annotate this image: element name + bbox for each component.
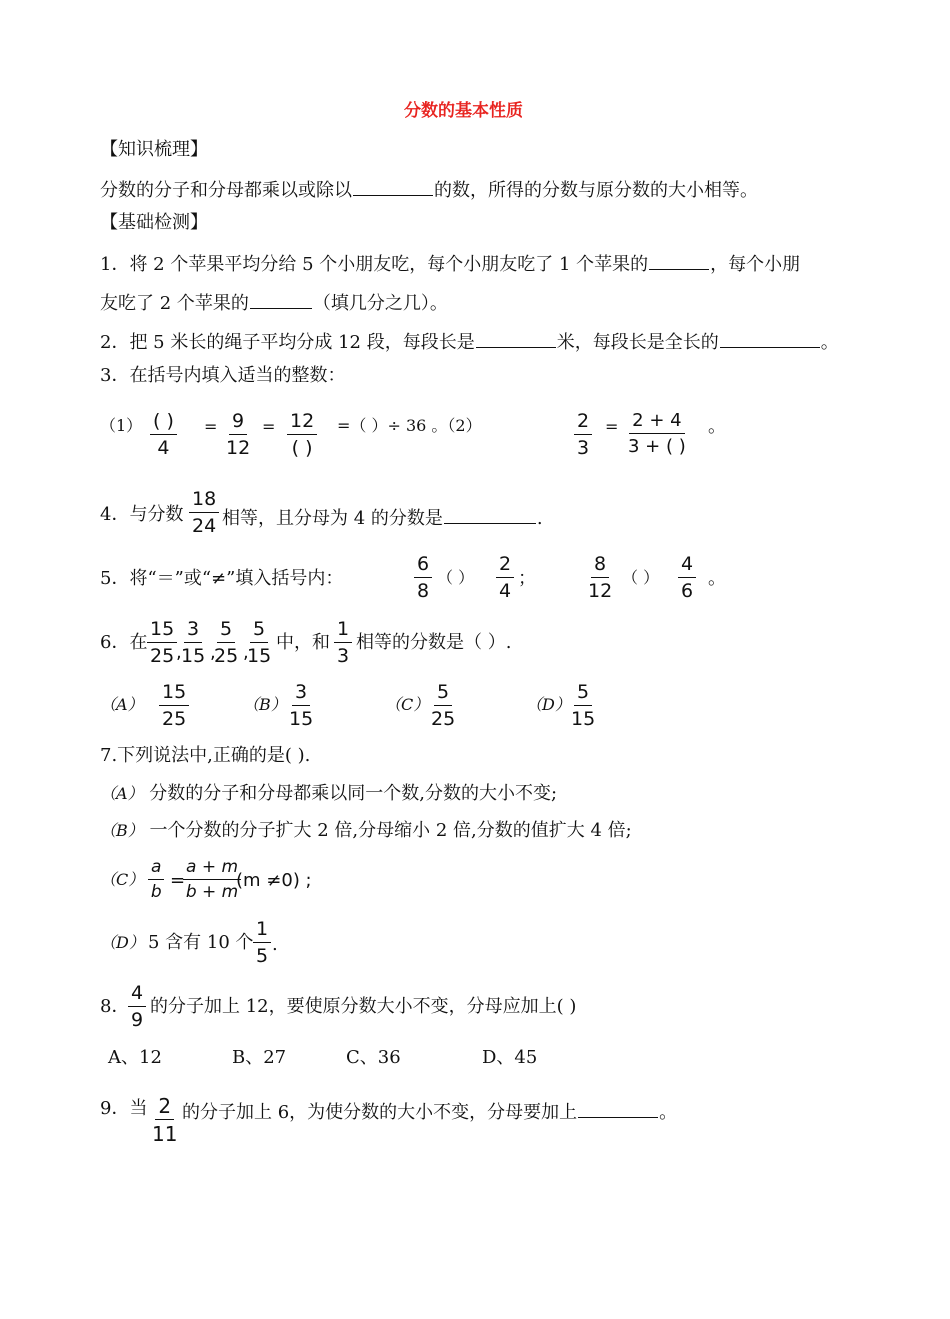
comma: , <box>210 642 216 663</box>
fraction <box>571 683 595 729</box>
fraction <box>287 412 317 458</box>
denominator: 4 <box>499 580 512 602</box>
q1-text-d: （填几分之几）。 <box>312 293 448 314</box>
q1-text-c: 友吃了 2 个苹果的 <box>100 293 249 314</box>
period: 。 <box>708 416 726 437</box>
question-1-line1 <box>100 252 800 274</box>
q2-text-c: 。 <box>820 332 839 353</box>
numerator: 15 <box>147 620 177 643</box>
q7-option-a-text: 分数的分子和分母都乘以同一个数,分数的大小不变; <box>149 783 558 804</box>
numerator: 4 <box>128 984 146 1007</box>
q4-text-b: 相等，且分母为 4 的分数是 <box>222 508 443 529</box>
fraction <box>431 683 455 729</box>
fraction <box>247 620 271 666</box>
fraction <box>289 683 313 729</box>
section-heading-knowledge: 【知识梳理】 <box>100 139 208 160</box>
denominator: 15 <box>247 645 272 667</box>
numerator: 3 <box>292 683 310 706</box>
denominator: 3 <box>337 645 350 667</box>
q4-text-c: . <box>536 508 543 529</box>
fraction <box>150 412 177 458</box>
question-9-line <box>182 1100 677 1122</box>
answer-blank[interactable] <box>250 291 312 309</box>
q8-option[interactable]: C、36 <box>346 1047 401 1068</box>
fraction <box>414 555 432 601</box>
question-6-text-c: 相等的分数是（ ）. <box>356 632 512 653</box>
numerator: 18 <box>189 490 219 513</box>
option-a-label[interactable]: （A） <box>100 695 144 714</box>
question-6-text-b: 中，和 <box>276 632 330 653</box>
numerator: 2 <box>574 412 592 435</box>
numerator: 2 <box>155 1096 174 1120</box>
denominator: 25 <box>431 708 456 730</box>
fraction <box>678 555 696 601</box>
fraction <box>128 984 146 1030</box>
denominator: 12 <box>226 437 251 459</box>
semicolon: ； <box>518 568 536 589</box>
fraction <box>496 555 514 601</box>
q8-option[interactable]: A、12 <box>108 1047 162 1068</box>
fraction <box>588 555 612 601</box>
denominator: 25 <box>162 708 187 730</box>
denominator: 5 <box>256 945 269 967</box>
numerator: 2 <box>496 555 514 578</box>
fraction <box>253 920 271 966</box>
numerator: 15 <box>159 683 189 706</box>
q1-text-a: 1．将 2 个苹果平均分给 5 个小朋友吃，每个小朋友吃了 1 个苹果的 <box>100 254 649 275</box>
option-b-label[interactable]: （B） <box>243 695 287 714</box>
denominator: b + m <box>185 882 239 902</box>
q7-option-d-label[interactable]: （D） <box>100 933 145 952</box>
numerator: 5 <box>217 620 235 643</box>
denominator: 24 <box>192 515 217 537</box>
q2-text-b: 米，每段长是全长的 <box>556 332 719 353</box>
answer-paren[interactable]: （ ） <box>437 568 475 587</box>
q1-text-b: ，每个小朋 <box>710 254 801 275</box>
period: . <box>272 934 278 955</box>
equals-sign: = <box>262 417 276 436</box>
question-5-text: 5．将“＝”或“≠”填入括号内： <box>100 568 344 589</box>
numerator: 2 + 4 <box>629 412 684 434</box>
option-d-label[interactable]: （D） <box>526 695 571 714</box>
q7-option-c-label[interactable]: （C） <box>100 870 145 889</box>
page-title: 分数的基本性质 <box>404 101 523 121</box>
denominator: 15 <box>571 708 596 730</box>
answer-blank[interactable] <box>649 252 709 270</box>
denominator: 3 + ( ) <box>628 436 686 457</box>
section-heading-test: 【基础检测】 <box>100 212 208 233</box>
denominator: 25 <box>214 645 239 667</box>
numerator: 1 <box>334 620 352 643</box>
denominator: 9 <box>131 1009 144 1031</box>
q8-option[interactable]: D、45 <box>482 1047 538 1068</box>
numerator: 3 <box>184 620 202 643</box>
fraction <box>226 412 250 458</box>
question-6-text-a: 6．在 <box>100 632 148 653</box>
denominator: 25 <box>150 645 175 667</box>
fraction <box>183 859 241 901</box>
knowledge-text <box>100 178 758 200</box>
numerator: 5 <box>250 620 268 643</box>
numerator: 12 <box>287 412 317 435</box>
question-8-number: 8． <box>100 996 130 1017</box>
answer-blank[interactable] <box>720 330 820 348</box>
denominator: ( ) <box>291 437 313 459</box>
fraction <box>148 859 164 901</box>
numerator: 6 <box>414 555 432 578</box>
q2-text-a: 2．把 5 米长的绳子平均分成 12 段，每段长是 <box>100 332 475 353</box>
equals-sign: = <box>204 417 218 436</box>
q7-option-d-text: 5 含有 10 个 <box>148 932 254 953</box>
fraction <box>147 620 177 666</box>
equals-sign: = <box>170 870 186 891</box>
denominator: 11 <box>152 1122 178 1146</box>
knowledge-text-part1: 分数的分子和分母都乘以或除以 <box>100 180 352 201</box>
fraction <box>189 490 219 536</box>
question-2 <box>100 330 839 352</box>
answer-paren[interactable]: （ ） <box>622 568 660 587</box>
answer-blank[interactable] <box>444 506 536 524</box>
fraction <box>159 683 189 729</box>
fraction <box>334 620 352 666</box>
numerator: 1 <box>253 920 271 943</box>
fraction <box>214 620 238 666</box>
q7-option-b[interactable] <box>100 822 632 840</box>
period: 。 <box>708 568 726 589</box>
denominator: 12 <box>588 580 613 602</box>
answer-blank[interactable] <box>476 330 556 348</box>
fraction <box>181 620 205 666</box>
question-4-line <box>222 506 543 528</box>
q7-option-b-text: 一个分数的分子扩大 2 倍,分母缩小 2 倍,分数的值扩大 4 倍; <box>149 820 632 841</box>
question-8-text: 的分子加上 12，要使原分数大小不变，分母应加上( ) <box>150 996 577 1017</box>
numerator: ( ) <box>150 412 177 435</box>
option-a-label: （A） <box>100 784 144 803</box>
numerator: a <box>148 859 164 880</box>
fraction <box>628 412 686 456</box>
option-b-label: （B） <box>100 821 144 840</box>
denominator: b <box>150 882 162 902</box>
answer-blank[interactable] <box>353 178 433 196</box>
denominator: 15 <box>289 708 314 730</box>
numerator: 8 <box>591 555 609 578</box>
knowledge-text-part2: 的数，所得的分数与原分数的大小相等。 <box>434 180 758 201</box>
question-1-line2 <box>100 291 448 313</box>
q9-text-c: 。 <box>659 1102 678 1123</box>
q9-text-b: 的分子加上 6，为使分数的大小不变，分母要加上 <box>182 1102 578 1123</box>
fraction <box>152 1096 177 1144</box>
q8-option[interactable]: B、27 <box>232 1047 287 1068</box>
denominator: 8 <box>417 580 430 602</box>
question-3: 3．在括号内填入适当的整数： <box>100 365 346 386</box>
denominator: 4 <box>157 437 170 459</box>
equals-sign: = <box>605 417 619 436</box>
question-4-text-a: 4．与分数 <box>100 504 184 525</box>
denominator: 15 <box>181 645 206 667</box>
denominator: 6 <box>681 580 694 602</box>
numerator: 5 <box>574 683 592 706</box>
fraction <box>574 412 592 458</box>
q7-option-c-condition: (m ≠0) ; <box>236 870 312 891</box>
numerator: a + m <box>183 859 241 880</box>
comma: , <box>176 642 182 663</box>
option-c-label[interactable]: （C） <box>385 695 430 714</box>
numerator: 4 <box>678 555 696 578</box>
q7-option-a[interactable] <box>100 785 557 803</box>
numerator: 9 <box>229 412 247 435</box>
denominator: 3 <box>577 437 590 459</box>
numerator: 5 <box>434 683 452 706</box>
question-7: 7.下列说法中,正确的是( ). <box>100 745 311 766</box>
q3-division-text: =（ ）÷ 36 。（2） <box>337 416 482 435</box>
comma: , <box>243 642 249 663</box>
q3-part1-label: （1） <box>100 416 143 435</box>
question-9-number: 9．当 <box>100 1098 148 1119</box>
answer-blank[interactable] <box>578 1100 658 1118</box>
